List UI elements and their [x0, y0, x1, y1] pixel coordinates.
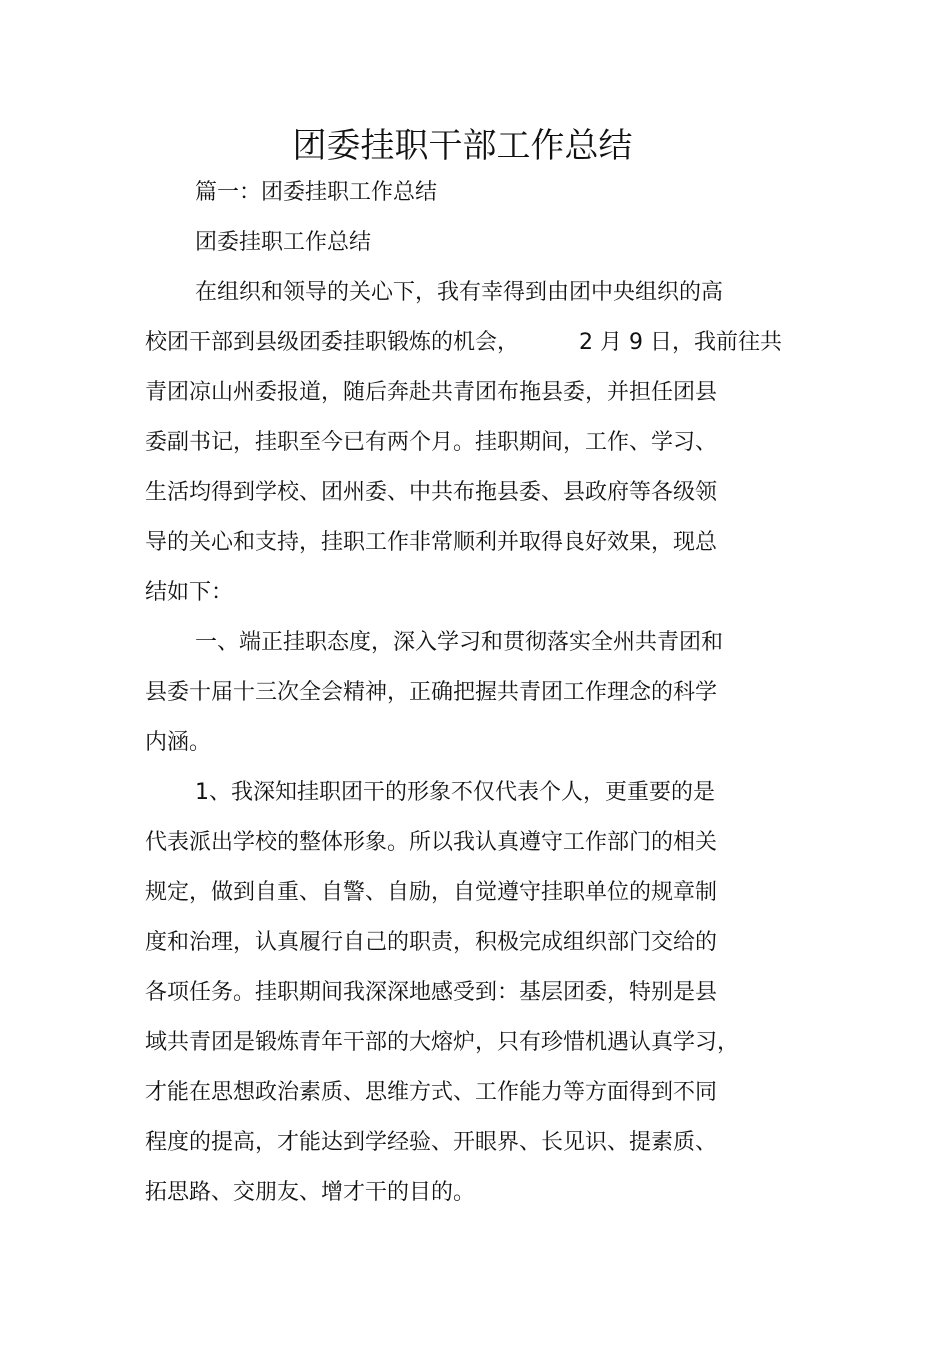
paragraph-line: 县委十届十三次全会精神，正确把握共青团工作理念的科学 [145, 680, 718, 705]
paragraph-line: 1、我深知挂职团干的形象不仅代表个人，更重要的是 [195, 780, 715, 805]
paragraph-line [145, 326, 782, 360]
paragraph-line: 域共青团是锻炼青年干部的大熔炉，只有珍惜机遇认真学习， [145, 1030, 740, 1055]
paragraph-line: 青团凉山州委报道，随后奔赴共青团布拖县委，并担任团县 [145, 380, 718, 405]
paragraph-line: 各项任务。挂职期间我深深地感受到：基层团委，特别是县 [145, 980, 718, 1005]
paragraph-line: 内涵。 [145, 730, 212, 755]
paragraph-line: 结如下： [145, 580, 234, 605]
paragraph-line: 委副书记，挂职至今已有两个月。挂职期间，工作、学习、 [145, 430, 718, 455]
paragraph-line: 生活均得到学校、团州委、中共布拖县委、县政府等各级领 [145, 480, 718, 505]
section-heading: 篇一：团委挂职工作总结 [195, 180, 438, 205]
paragraph-line: 程度的提高，才能达到学经验、开眼界、长见识、提素质、 [145, 1130, 718, 1155]
subheading: 团委挂职工作总结 [195, 230, 372, 255]
paragraph-line: 才能在思想政治素质、思维方式、工作能力等方面得到不同 [145, 1080, 718, 1105]
paragraph-line-part: 2 月 9 日，我前往共 [579, 330, 782, 355]
paragraph-line: 导的关心和支持，挂职工作非常顺利并取得良好效果，现总 [145, 530, 718, 555]
paragraph-line: 度和治理，认真履行自己的职责，积极完成组织部门交给的 [145, 930, 718, 955]
paragraph-line: 代表派出学校的整体形象。所以我认真遵守工作部门的相关 [145, 830, 718, 855]
paragraph-line-part: 校团干部到县级团委挂职锻炼的机会， [145, 330, 520, 355]
paragraph-line: 在组织和领导的关心下，我有幸得到由团中央组织的高 [195, 280, 724, 305]
paragraph-line: 规定，做到自重、自警、自励，自觉遵守挂职单位的规章制 [145, 880, 718, 905]
document-title: 团委挂职干部工作总结 [292, 126, 633, 166]
paragraph-line: 拓思路、交朋友、增才干的目的。 [145, 1180, 476, 1205]
paragraph-line: 一、端正挂职态度，深入学习和贯彻落实全州共青团和 [195, 630, 724, 655]
